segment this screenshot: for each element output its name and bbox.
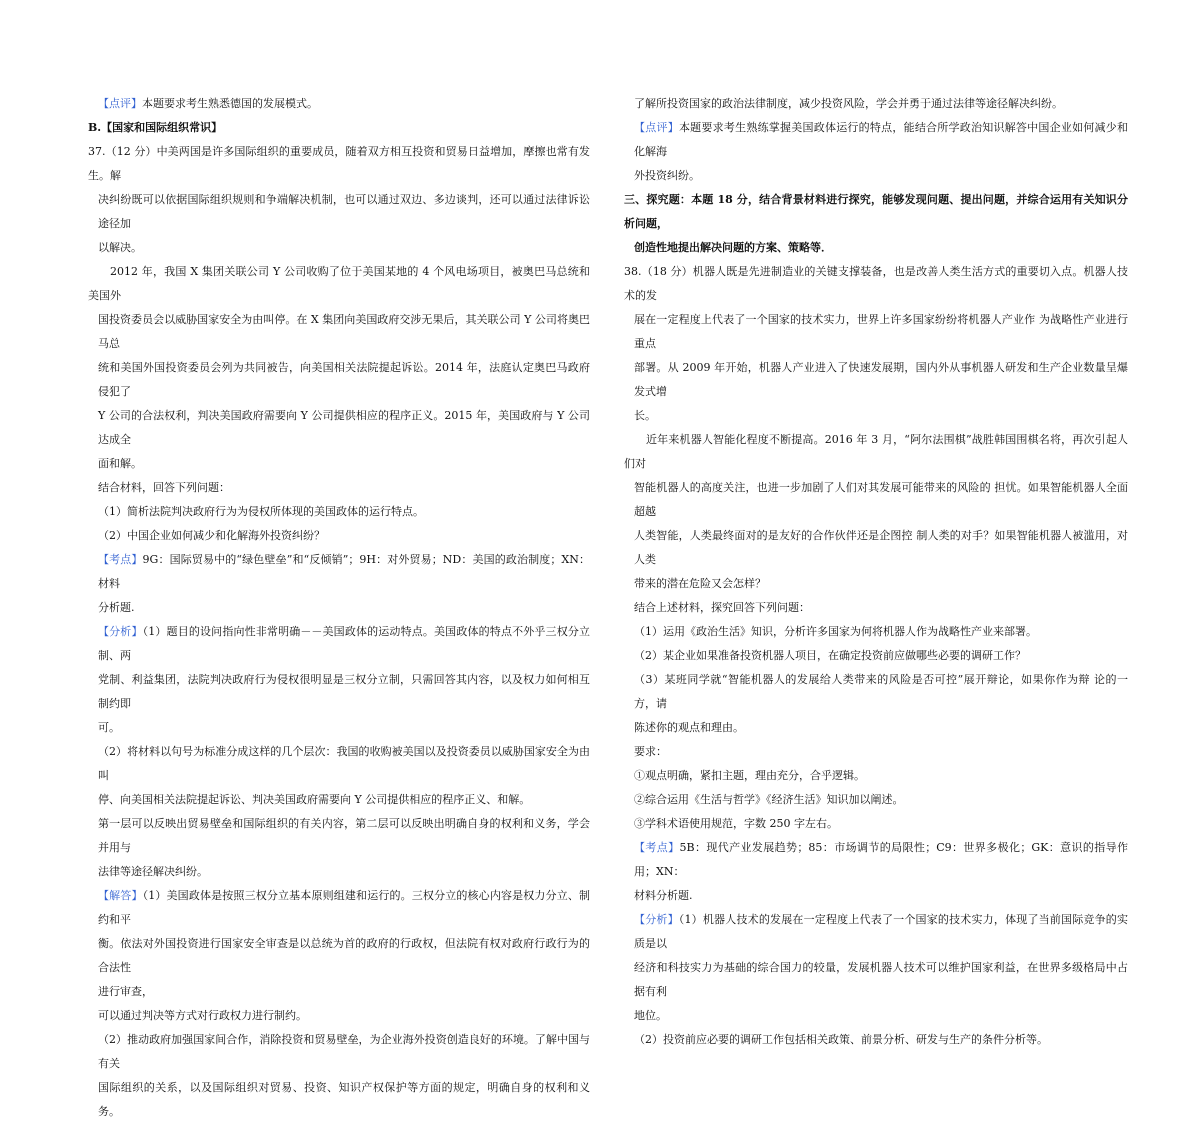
fenxi3-line-2: 法律等途径解决纠纷。 (98, 865, 208, 878)
material-line-5: 面和解。 (98, 457, 142, 470)
comment-paragraph (88, 92, 590, 116)
section-3-heading-1: 三、探究题：本题 18 分，结合背景材料进行探究，能够发现问题、提出问题，并综合运用有关知识分析问题， (624, 193, 1128, 230)
fenxi-text: （1）机器人技术的发展在一定程度上代表了一个国家的技术实力，体现了当前国际竞争的实质是以 (634, 913, 1129, 950)
fenxi2-line-1: （2）投资前应必要的调研工作包括相关政策、前景分析、研发与生产的条件分析等。 (634, 1033, 1048, 1046)
requirement-2: ②综合运用《生活与哲学》《经济生活》知识加以阐述。 (634, 793, 904, 806)
section-3-heading-2: 创造性地提出解决问题的方案、策略等． (634, 241, 832, 254)
q38-line-3: 部署。从 2009 年开始，机器人产业进入了快速发展期，国内外从事机器人研发和生产企业数量呈爆发式增 (634, 361, 1128, 398)
comment-tag: 【点评】 (98, 97, 142, 110)
q38-line-4: 长。 (634, 409, 656, 422)
question-prompt: 结合材料，回答下列问题： (98, 481, 230, 494)
question-prompt: 结合上述材料，探究回答下列问题： (634, 601, 810, 614)
right-column (624, 92, 1128, 1052)
fenxi-text: （1）题目的设问指向性非常明确－－美国政体的运动特点。美国政体的特点不外乎三权分立制、两 (98, 625, 591, 662)
kaodian-line-2: 材料分析题. (634, 889, 693, 902)
fenxi-line-1 (624, 908, 1128, 956)
q37-line-2: 决纠纷既可以依据国际组织规则和争端解决机制，也可以通过双边、多边谈判，还可以通过法律诉讼途径加 (98, 193, 590, 230)
question-3-line-2: 陈述你的观点和理由。 (634, 721, 744, 734)
jieda-text: （1）美国政体是按照三权分立基本原则组建和运行的。三权分立的核心内容是权力分立、制约和平 (98, 889, 590, 926)
kaodian-line-1 (624, 836, 1128, 884)
kaodian-line-1 (88, 548, 590, 596)
material-line-1: 2012 年，我国 X 集团关联公司 Y 公司收购了位于美国某地的 4 个风电场项目，被奥巴马总统和美国外 (88, 265, 590, 302)
question-3-line-1: （3）某班同学就“智能机器人的发展给人类带来的风险是否可控”展开辩论，如果你作为辩 论的一方，请 (634, 673, 1128, 710)
dianping-text: 本题要求考生熟练掌握美国政体运行的特点，能结合所学政治知识解答中国企业如何减少和化解海 (634, 121, 1129, 158)
fenxi-line-3: 地位。 (634, 1009, 667, 1022)
jieda-tag: 【解答】 (98, 889, 143, 902)
material-line-3: 统和美国外国投资委员会列为共同被告，向美国相关法院提起诉讼。2014 年，法庭认定奥巴马政府侵犯了 (98, 361, 590, 398)
fenxi-line-3: 可。 (98, 721, 120, 734)
question-2: （2）中国企业如何减少和化解海外投资纠纷？ (98, 529, 325, 542)
requirements-label: 要求： (634, 745, 667, 758)
kaodian-tag: 【考点】 (634, 841, 680, 854)
question-1: （1）简析法院判决政府行为为侵权所体现的美国政体的运行特点。 (98, 505, 424, 518)
jieda-line-1 (88, 884, 590, 932)
jieda-line-2: 衡。依法对外国投资进行国家安全审查是以总统为首的政府的行政权，但法院有权对政府行政行为的合法性 (98, 937, 590, 974)
q37-line-3: 以解决。 (98, 241, 142, 254)
fenxi3-line-1: 第一层可以反映出贸易壁垒和国际组织的有关内容，第二层可以反映出明确自身的权利和义务，学会并用与 (98, 817, 590, 854)
kaodian-tag: 【考点】 (98, 553, 143, 566)
material-line-1: 近年来机器人智能化程度不断提高。2016 年 3 月，“阿尔法围棋”战胜韩国围棋名将，再次引起人们对 (624, 433, 1128, 470)
fenxi-tag: 【分析】 (634, 913, 679, 926)
fenxi-line-1 (88, 620, 590, 668)
question-2: （2）某企业如果准备投资机器人项目，在确定投资前应做哪些必要的调研工作？ (634, 649, 1026, 662)
material-line-2: 国投资委员会以威胁国家安全为由叫停。在 X 集团向美国政府交涉无果后，其关联公司 Y 公司将奥巴马总 (98, 313, 590, 350)
q38-line-2: 展在一定程度上代表了一个国家的技术实力，世界上许多国家纷纷将机器人产业作 为战略性产业进行重点 (634, 313, 1128, 350)
question-1: （1）运用《政治生活》知识，分析许多国家为何将机器人作为战略性产业来部署。 (634, 625, 1037, 638)
left-column (88, 92, 590, 1124)
kaodian-text: 9G：国际贸易中的“绿色壁垒”和“反倾销”；9H：对外贸易；ND：美国的政治制度；XN：材料 (98, 553, 590, 590)
requirement-1: ①观点明确，紧扣主题，理由充分，合乎逻辑。 (634, 769, 865, 782)
jieda2-line-2: 国际组织的关系，以及国际组织对贸易、投资、知识产权保护等方面的规定，明确自身的权利和义务。 (98, 1081, 590, 1118)
material-line-4: 带来的潜在危险又会怎样？ (634, 577, 766, 590)
dianping-line-2: 外投资纠纷。 (634, 169, 700, 182)
fenxi-tag: 【分析】 (98, 625, 143, 638)
section-b-heading: B.【国家和国际组织常识】 (88, 121, 223, 134)
right-line-1: 了解所投资国家的政治法律制度，减少投资风险，学会并勇于通过法律等途径解决纠纷。 (634, 97, 1063, 110)
jieda-line-4: 可以通过判决等方式对行政权力进行制约。 (98, 1009, 307, 1022)
q37-line-1: 37.（12 分）中美两国是许多国际组织的重要成员，随着双方相互投资和贸易日益增加，摩擦也常有发生。解 (88, 145, 590, 182)
dianping-line-1 (624, 116, 1128, 164)
kaodian-line-2: 分析题. (98, 601, 135, 614)
fenxi2-line-2: 停、向美国相关法院提起诉讼、判决美国政府需要向 Y 公司提供相应的程序正义、和解。 (98, 793, 531, 806)
fenxi2-line-1: （2）将材料以句号为标准分成这样的几个层次：我国的收购被美国以及投资委员以威胁国家安全为由叫 (98, 745, 590, 782)
material-line-4: Y 公司的合法权利，判决美国政府需要向 Y 公司提供相应的程序正义。2015 年，美国政府与 Y 公司达成全 (98, 409, 590, 446)
dianping-tag: 【点评】 (634, 121, 679, 134)
material-line-3: 人类智能，人类最终面对的是友好的合作伙伴还是企图控 制人类的对手？如果智能机器人被滥用，对人类 (634, 529, 1128, 566)
material-line-2: 智能机器人的高度关注，也进一步加剧了人们对其发展可能带来的风险的 担忧。如果智能机器人全面超越 (634, 481, 1128, 518)
requirement-3: ③学科术语使用规范，字数 250 字左右。 (634, 817, 838, 830)
jieda-line-3: 进行审查， (98, 985, 153, 998)
kaodian-text: 5B：现代产业发展趋势；85：市场调节的局限性；C9：世界多极化；GK：意识的指导作用；XN： (634, 841, 1129, 878)
jieda2-line-1: （2）推动政府加强国家间合作，消除投资和贸易壁垒，为企业海外投资创造良好的环境。了解中国与有关 (98, 1033, 590, 1070)
fenxi-line-2: 经济和科技实力为基础的综合国力的较量，发展机器人技术可以维护国家利益，在世界多级格局中占据有利 (634, 961, 1128, 998)
q38-line-1: 38.（18 分）机器人既是先进制造业的关键支撑装备，也是改善人类生活方式的重要切入点。机器人技术的发 (624, 265, 1128, 302)
fenxi-line-2: 党制、利益集团，法院判决政府行为侵权很明显是三权分立制，只需回答其内容，以及权力如何相互制约即 (98, 673, 590, 710)
comment-text: 本题要求考生熟悉德国的发展模式。 (142, 97, 318, 110)
